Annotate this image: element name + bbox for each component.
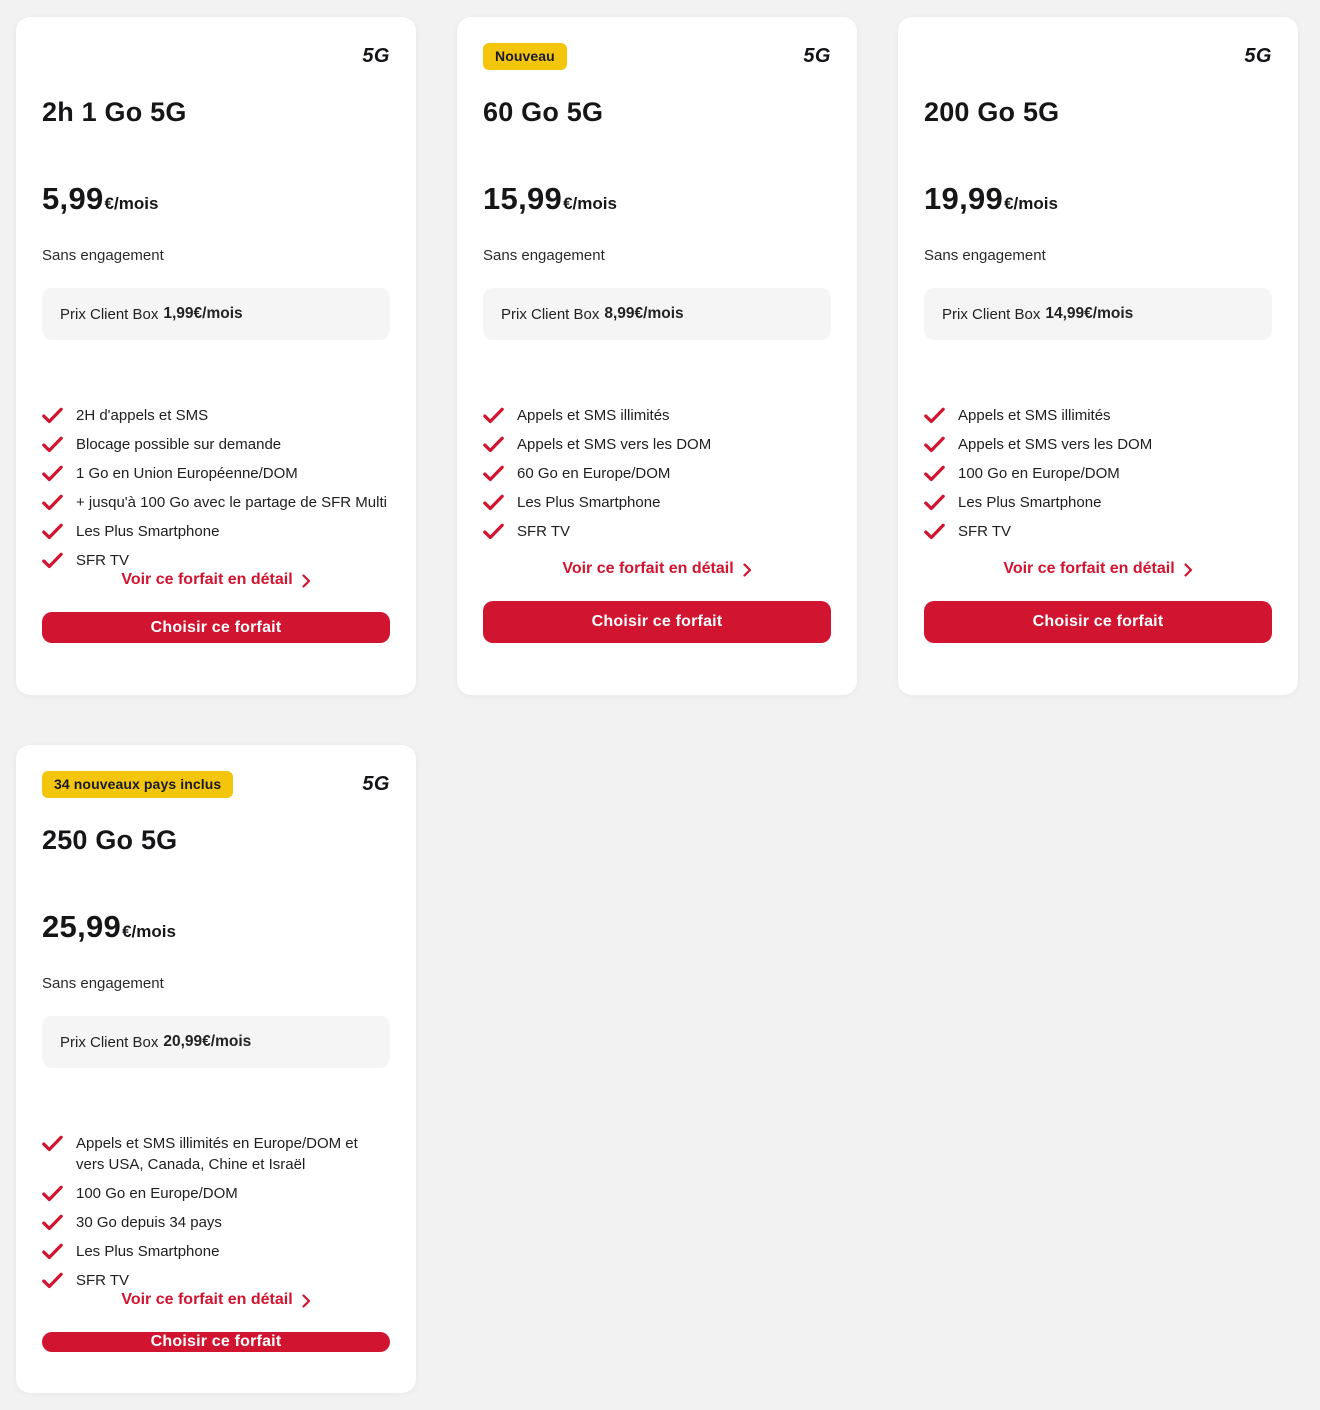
feature-item bbox=[42, 550, 390, 571]
check-icon bbox=[483, 465, 504, 482]
feature-item bbox=[42, 463, 390, 484]
check-icon bbox=[483, 494, 504, 511]
choose-plan-button[interactable]: Choisir ce forfait bbox=[924, 601, 1272, 643]
check-icon bbox=[924, 407, 945, 424]
client-box-price bbox=[42, 1016, 390, 1068]
client-box-price bbox=[483, 288, 831, 340]
feature-label: 60 Go en Europe/DOM bbox=[517, 465, 671, 483]
feature-item bbox=[924, 463, 1272, 484]
5g-logo: 5G bbox=[803, 45, 831, 67]
feature-item bbox=[42, 492, 390, 513]
detail-link-label: Voir ce forfait en détail bbox=[121, 1291, 293, 1309]
client-box-price bbox=[42, 288, 390, 340]
check-icon bbox=[483, 523, 504, 540]
check-icon bbox=[42, 1185, 63, 1202]
feature-item bbox=[42, 1212, 390, 1233]
features-list bbox=[42, 1133, 390, 1291]
feature-label: 30 Go depuis 34 pays bbox=[76, 1214, 222, 1232]
engagement-label: Sans engagement bbox=[483, 247, 605, 265]
check-icon bbox=[42, 552, 63, 569]
5g-logo: 5G bbox=[362, 773, 390, 795]
price-unit: €/mois bbox=[1004, 194, 1058, 214]
price-unit: €/mois bbox=[122, 922, 176, 942]
check-icon bbox=[42, 1243, 63, 1260]
plan-card-2h-1go bbox=[16, 17, 416, 695]
feature-label: Les Plus Smartphone bbox=[517, 494, 661, 512]
check-icon bbox=[42, 494, 63, 511]
plan-card-200go bbox=[898, 17, 1298, 695]
check-icon bbox=[42, 436, 63, 453]
plan-title: 60 Go 5G bbox=[483, 97, 604, 127]
card-header-row bbox=[483, 43, 831, 73]
feature-item bbox=[483, 463, 831, 484]
card-header-row bbox=[924, 43, 1272, 73]
feature-label: + jusqu'à 100 Go avec le partage de SFR Multi bbox=[76, 494, 387, 512]
client-box-amount: 20,99€/mois bbox=[163, 1033, 252, 1051]
feature-label: 100 Go en Europe/DOM bbox=[76, 1185, 238, 1203]
plan-card-60go bbox=[457, 17, 857, 695]
check-icon bbox=[924, 436, 945, 453]
detail-link[interactable] bbox=[121, 571, 310, 589]
choose-plan-button[interactable]: Choisir ce forfait bbox=[42, 612, 390, 643]
check-icon bbox=[42, 407, 63, 424]
feature-label: Appels et SMS illimités bbox=[517, 407, 670, 425]
feature-label: SFR TV bbox=[76, 1272, 130, 1290]
5g-logo: 5G bbox=[1244, 45, 1272, 67]
features-list bbox=[42, 405, 390, 571]
client-box-label: Prix Client Box bbox=[942, 305, 1041, 323]
feature-item bbox=[483, 492, 831, 513]
plan-title: 2h 1 Go 5G bbox=[42, 97, 187, 127]
engagement-label: Sans engagement bbox=[42, 975, 164, 993]
feature-item bbox=[924, 434, 1272, 455]
engagement-label: Sans engagement bbox=[42, 247, 164, 265]
client-box-amount: 8,99€/mois bbox=[604, 305, 684, 323]
price-amount: 19,99 bbox=[924, 181, 1004, 217]
choose-plan-button[interactable]: Choisir ce forfait bbox=[42, 1332, 390, 1352]
feature-label: 1 Go en Union Européenne/DOM bbox=[76, 465, 298, 483]
feature-label: Appels et SMS illimités en Europe/DOM et vers USA, Canada, Chine et Israël bbox=[76, 1135, 358, 1174]
feature-item bbox=[42, 521, 390, 542]
check-icon bbox=[483, 407, 504, 424]
feature-item bbox=[42, 1270, 390, 1291]
feature-label: 2H d'appels et SMS bbox=[76, 407, 209, 425]
feature-label: Les Plus Smartphone bbox=[958, 494, 1102, 512]
feature-item bbox=[924, 521, 1272, 542]
price-amount: 5,99 bbox=[42, 181, 104, 217]
chevron-right-icon bbox=[743, 563, 752, 577]
detail-link-label: Voir ce forfait en détail bbox=[1003, 560, 1175, 577]
feature-item bbox=[924, 492, 1272, 513]
5g-logo: 5G bbox=[362, 45, 390, 67]
features-list bbox=[924, 405, 1272, 542]
check-icon bbox=[42, 1135, 63, 1152]
plan-card-250go bbox=[16, 745, 416, 1393]
feature-label: SFR TV bbox=[958, 523, 1012, 541]
card-header-row bbox=[42, 771, 390, 801]
detail-link[interactable] bbox=[1003, 560, 1192, 578]
feature-item bbox=[483, 405, 831, 426]
feature-label: Appels et SMS vers les DOM bbox=[958, 436, 1153, 454]
features-list bbox=[483, 405, 831, 542]
client-box-price bbox=[924, 288, 1272, 340]
feature-item bbox=[42, 1183, 390, 1204]
detail-link[interactable] bbox=[121, 1291, 310, 1309]
client-box-label: Prix Client Box bbox=[60, 1033, 159, 1051]
price-unit: €/mois bbox=[104, 194, 159, 214]
chevron-right-icon bbox=[302, 574, 311, 588]
countries-badge: 34 nouveaux pays inclus bbox=[42, 771, 233, 798]
feature-item bbox=[924, 405, 1272, 426]
check-icon bbox=[924, 523, 945, 540]
check-icon bbox=[924, 494, 945, 511]
check-icon bbox=[42, 523, 63, 540]
check-icon bbox=[42, 1272, 63, 1289]
price-amount: 15,99 bbox=[483, 181, 563, 217]
plan-price bbox=[42, 181, 390, 217]
client-box-label: Prix Client Box bbox=[60, 305, 159, 323]
price-amount: 25,99 bbox=[42, 909, 122, 945]
feature-label: Les Plus Smartphone bbox=[76, 523, 220, 541]
feature-item bbox=[42, 1241, 390, 1262]
plan-price bbox=[483, 181, 831, 217]
plan-price bbox=[42, 909, 390, 945]
feature-label: SFR TV bbox=[76, 552, 130, 570]
card-header-row bbox=[42, 43, 390, 73]
choose-plan-button[interactable]: Choisir ce forfait bbox=[483, 601, 831, 643]
chevron-right-icon bbox=[302, 1294, 311, 1308]
feature-item bbox=[42, 1133, 390, 1175]
chevron-right-icon bbox=[1184, 563, 1193, 577]
feature-label: Les Plus Smartphone bbox=[76, 1243, 220, 1261]
client-box-amount: 1,99€/mois bbox=[163, 305, 243, 323]
feature-item bbox=[483, 521, 831, 542]
check-icon bbox=[42, 465, 63, 482]
feature-label: Appels et SMS illimités bbox=[958, 407, 1111, 425]
detail-link[interactable] bbox=[562, 560, 751, 578]
detail-link-label: Voir ce forfait en détail bbox=[562, 560, 734, 577]
plan-price bbox=[924, 181, 1272, 217]
plan-title: 250 Go 5G bbox=[42, 825, 178, 855]
check-icon bbox=[924, 465, 945, 482]
feature-label: SFR TV bbox=[517, 523, 571, 541]
feature-label: Blocage possible sur demande bbox=[76, 436, 282, 454]
price-unit: €/mois bbox=[563, 194, 617, 214]
plan-title: 200 Go 5G bbox=[924, 97, 1060, 127]
feature-item bbox=[42, 405, 390, 426]
engagement-label: Sans engagement bbox=[924, 247, 1046, 265]
new-badge: Nouveau bbox=[483, 43, 567, 70]
feature-item bbox=[483, 434, 831, 455]
feature-item bbox=[42, 434, 390, 455]
client-box-amount: 14,99€/mois bbox=[1045, 305, 1134, 323]
feature-label: 100 Go en Europe/DOM bbox=[958, 465, 1120, 483]
client-box-label: Prix Client Box bbox=[501, 305, 600, 323]
check-icon bbox=[483, 436, 504, 453]
feature-label: Appels et SMS vers les DOM bbox=[517, 436, 712, 454]
check-icon bbox=[42, 1214, 63, 1231]
detail-link-label: Voir ce forfait en détail bbox=[121, 571, 293, 589]
